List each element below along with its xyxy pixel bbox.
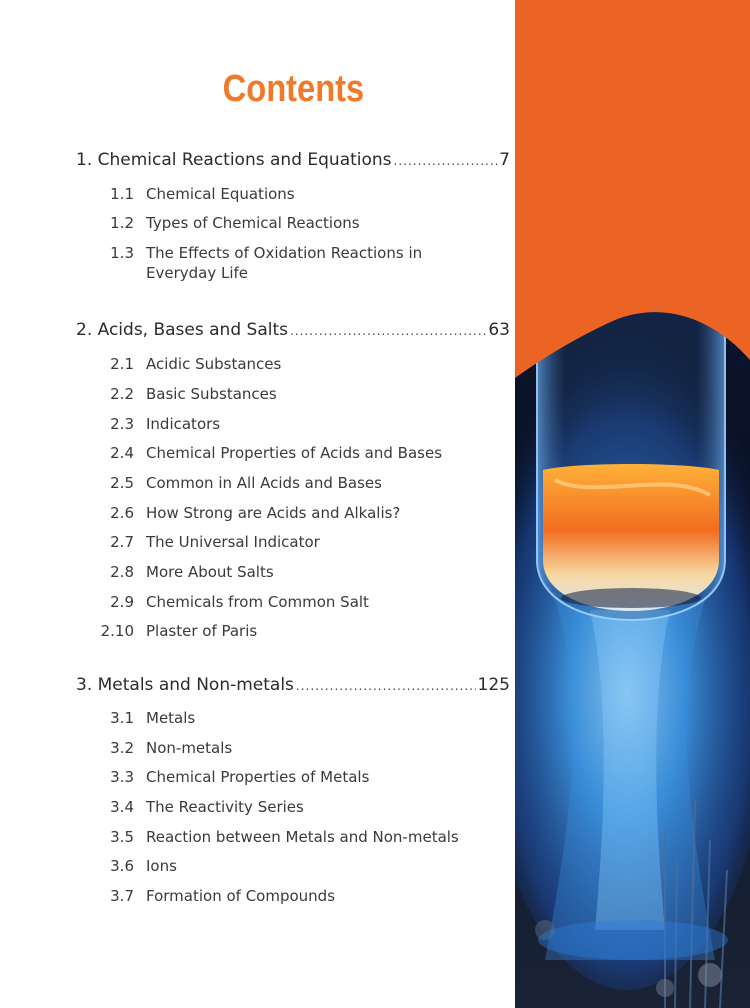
- section-title: Common in All Acids and Bases: [146, 474, 382, 492]
- section-title: Indicators: [146, 415, 221, 433]
- section-title: Formation of Compounds: [146, 887, 336, 905]
- chapter-page-number: 63: [488, 320, 510, 340]
- section-title: Chemicals from Common Salt: [146, 593, 369, 611]
- section-number: 2.9: [110, 593, 134, 611]
- section-title: Chemical Properties of Acids and Bases: [146, 444, 443, 462]
- section-title: The Effects of Oxidation Reactions in Everyday Life: [146, 244, 423, 282]
- dot-leader: [394, 154, 498, 168]
- section-title: Acidic Substances: [146, 355, 282, 373]
- dot-leader: [296, 679, 476, 693]
- section-number: 2.8: [110, 563, 134, 581]
- section-title: The Universal Indicator: [146, 533, 320, 551]
- chapter-title: 3. Metals and Non-metals: [76, 675, 294, 695]
- section-number: 3.7: [110, 887, 134, 905]
- section-title: Metals: [146, 709, 196, 727]
- section-title: More About Salts: [146, 563, 274, 581]
- section-number: 1.2: [110, 214, 134, 232]
- section-number: 2.5: [110, 474, 134, 492]
- section-title: Reaction between Metals and Non-metals: [146, 828, 459, 846]
- section-number: 2.10: [100, 622, 134, 640]
- section-title: Chemical Equations: [146, 185, 295, 203]
- dot-leader: [290, 324, 486, 338]
- section-number: 3.4: [110, 798, 134, 816]
- toc-chapter-1[interactable]: [76, 150, 510, 174]
- section-number: 3.3: [110, 768, 134, 786]
- section-title: Chemical Properties of Metals: [146, 768, 370, 786]
- section-number: 2.3: [110, 415, 134, 433]
- section-title: Plaster of Paris: [146, 622, 258, 640]
- section-number: 2.4: [110, 444, 134, 462]
- section-number: 2.2: [110, 385, 134, 403]
- chapter-page-number: 125: [477, 675, 510, 695]
- chapter-title: 1. Chemical Reactions and Equations: [76, 150, 392, 170]
- chapter-page-number: 7: [499, 150, 510, 170]
- section-title: The Reactivity Series: [146, 798, 304, 816]
- chapter-title: 2. Acids, Bases and Salts: [76, 320, 288, 340]
- toc-chapter-3[interactable]: [76, 675, 510, 699]
- section-number: 3.6: [110, 857, 134, 875]
- section-number: 1.3: [110, 244, 134, 262]
- section-title: Non-metals: [146, 739, 233, 757]
- section-title: Types of Chemical Reactions: [146, 214, 360, 232]
- toc-chapter-2[interactable]: [76, 320, 510, 344]
- section-number: 3.2: [110, 739, 134, 757]
- section-title: How Strong are Acids and Alkalis?: [146, 504, 401, 522]
- section-number: 1.1: [110, 185, 134, 203]
- test-tube-flame-photo: [515, 0, 750, 1008]
- section-number: 2.6: [110, 504, 134, 522]
- section-title: Ions: [146, 857, 177, 875]
- section-number: 2.7: [110, 533, 134, 551]
- section-number: 3.5: [110, 828, 134, 846]
- section-title: Basic Substances: [146, 385, 277, 403]
- section-number: 2.1: [110, 355, 134, 373]
- page-title: Contents: [222, 68, 365, 110]
- section-number: 3.1: [110, 709, 134, 727]
